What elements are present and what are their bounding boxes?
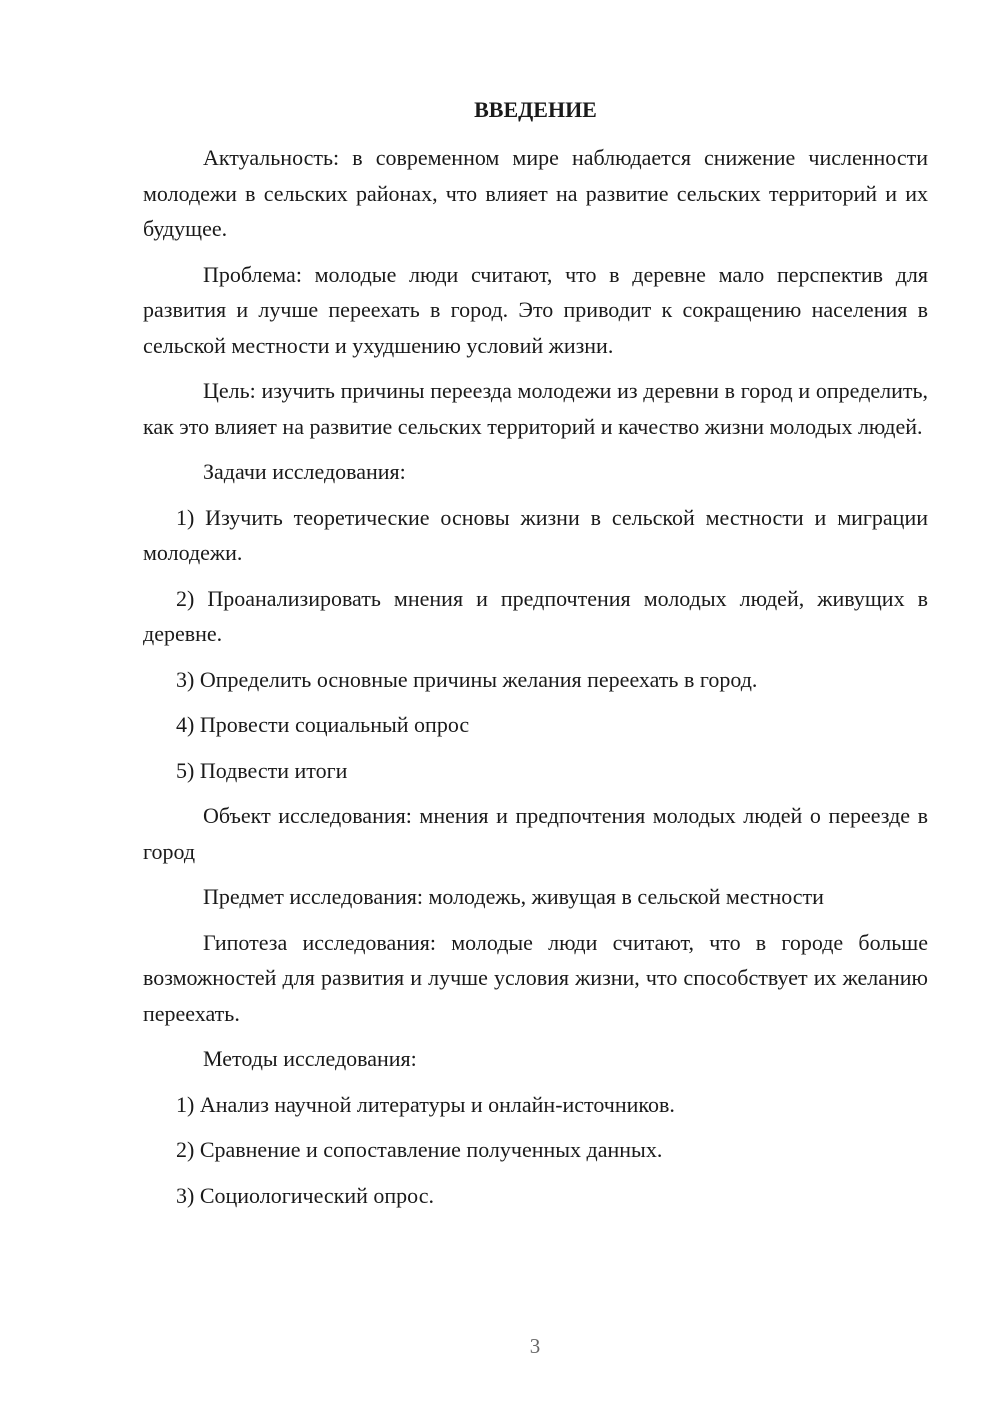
relevance-paragraph: Актуальность: в современном мире наблюдается снижение численности молодежи в сельских районах, что влияет на развитие сельских территорий и их будущее.: [143, 145, 928, 241]
subject-paragraph: Предмет исследования: молодежь, живущая в сельской местности: [203, 884, 824, 909]
task-item: 3) Определить основные причины желания переехать в город.: [176, 666, 758, 692]
goal-paragraph: Цель: изучить причины переезда молодежи из деревни в город и определить, как это влияет на развитие сельских территорий и качество жизни молодых людей.: [143, 378, 928, 439]
task-item: 5) Подвести итоги: [176, 757, 348, 783]
page-title: ВВЕДЕНИЕ: [474, 97, 597, 122]
tasks-heading: Задачи исследования:: [203, 459, 406, 484]
object-paragraph: Объект исследования: мнения и предпочтения молодых людей о переезде в город: [143, 803, 928, 864]
task-item: 4) Провести социальный опрос: [176, 712, 470, 737]
method-item: 2) Сравнение и сопоставление полученных данных.: [176, 1137, 663, 1162]
method-item: 3) Социологический опрос.: [176, 1182, 434, 1208]
page-number: 3: [529, 1334, 541, 1358]
hypothesis-paragraph: Гипотеза исследования: молодые люди считают, что в городе больше возможностей для развития и лучше условия жизни, что способствует их желанию переехать.: [143, 929, 928, 1026]
task-item: 1) Изучить теоретические основы жизни в сельской местности и миграции молодежи.: [143, 504, 928, 565]
methods-heading: Методы исследования:: [203, 1046, 417, 1071]
task-item: 2) Проанализировать мнения и предпочтения молодых людей, живущих в деревне.: [143, 585, 928, 646]
problem-paragraph: Проблема: молодые люди считают, что в деревне мало перспектив для развития и лучше переехать в город. Это приводит к сокращению населения в сельской местности и ухудшению условий жизни.: [143, 261, 928, 358]
method-item: 1) Анализ научной литературы и онлайн-источников.: [176, 1091, 675, 1117]
document-page: [143, 92, 928, 1223]
